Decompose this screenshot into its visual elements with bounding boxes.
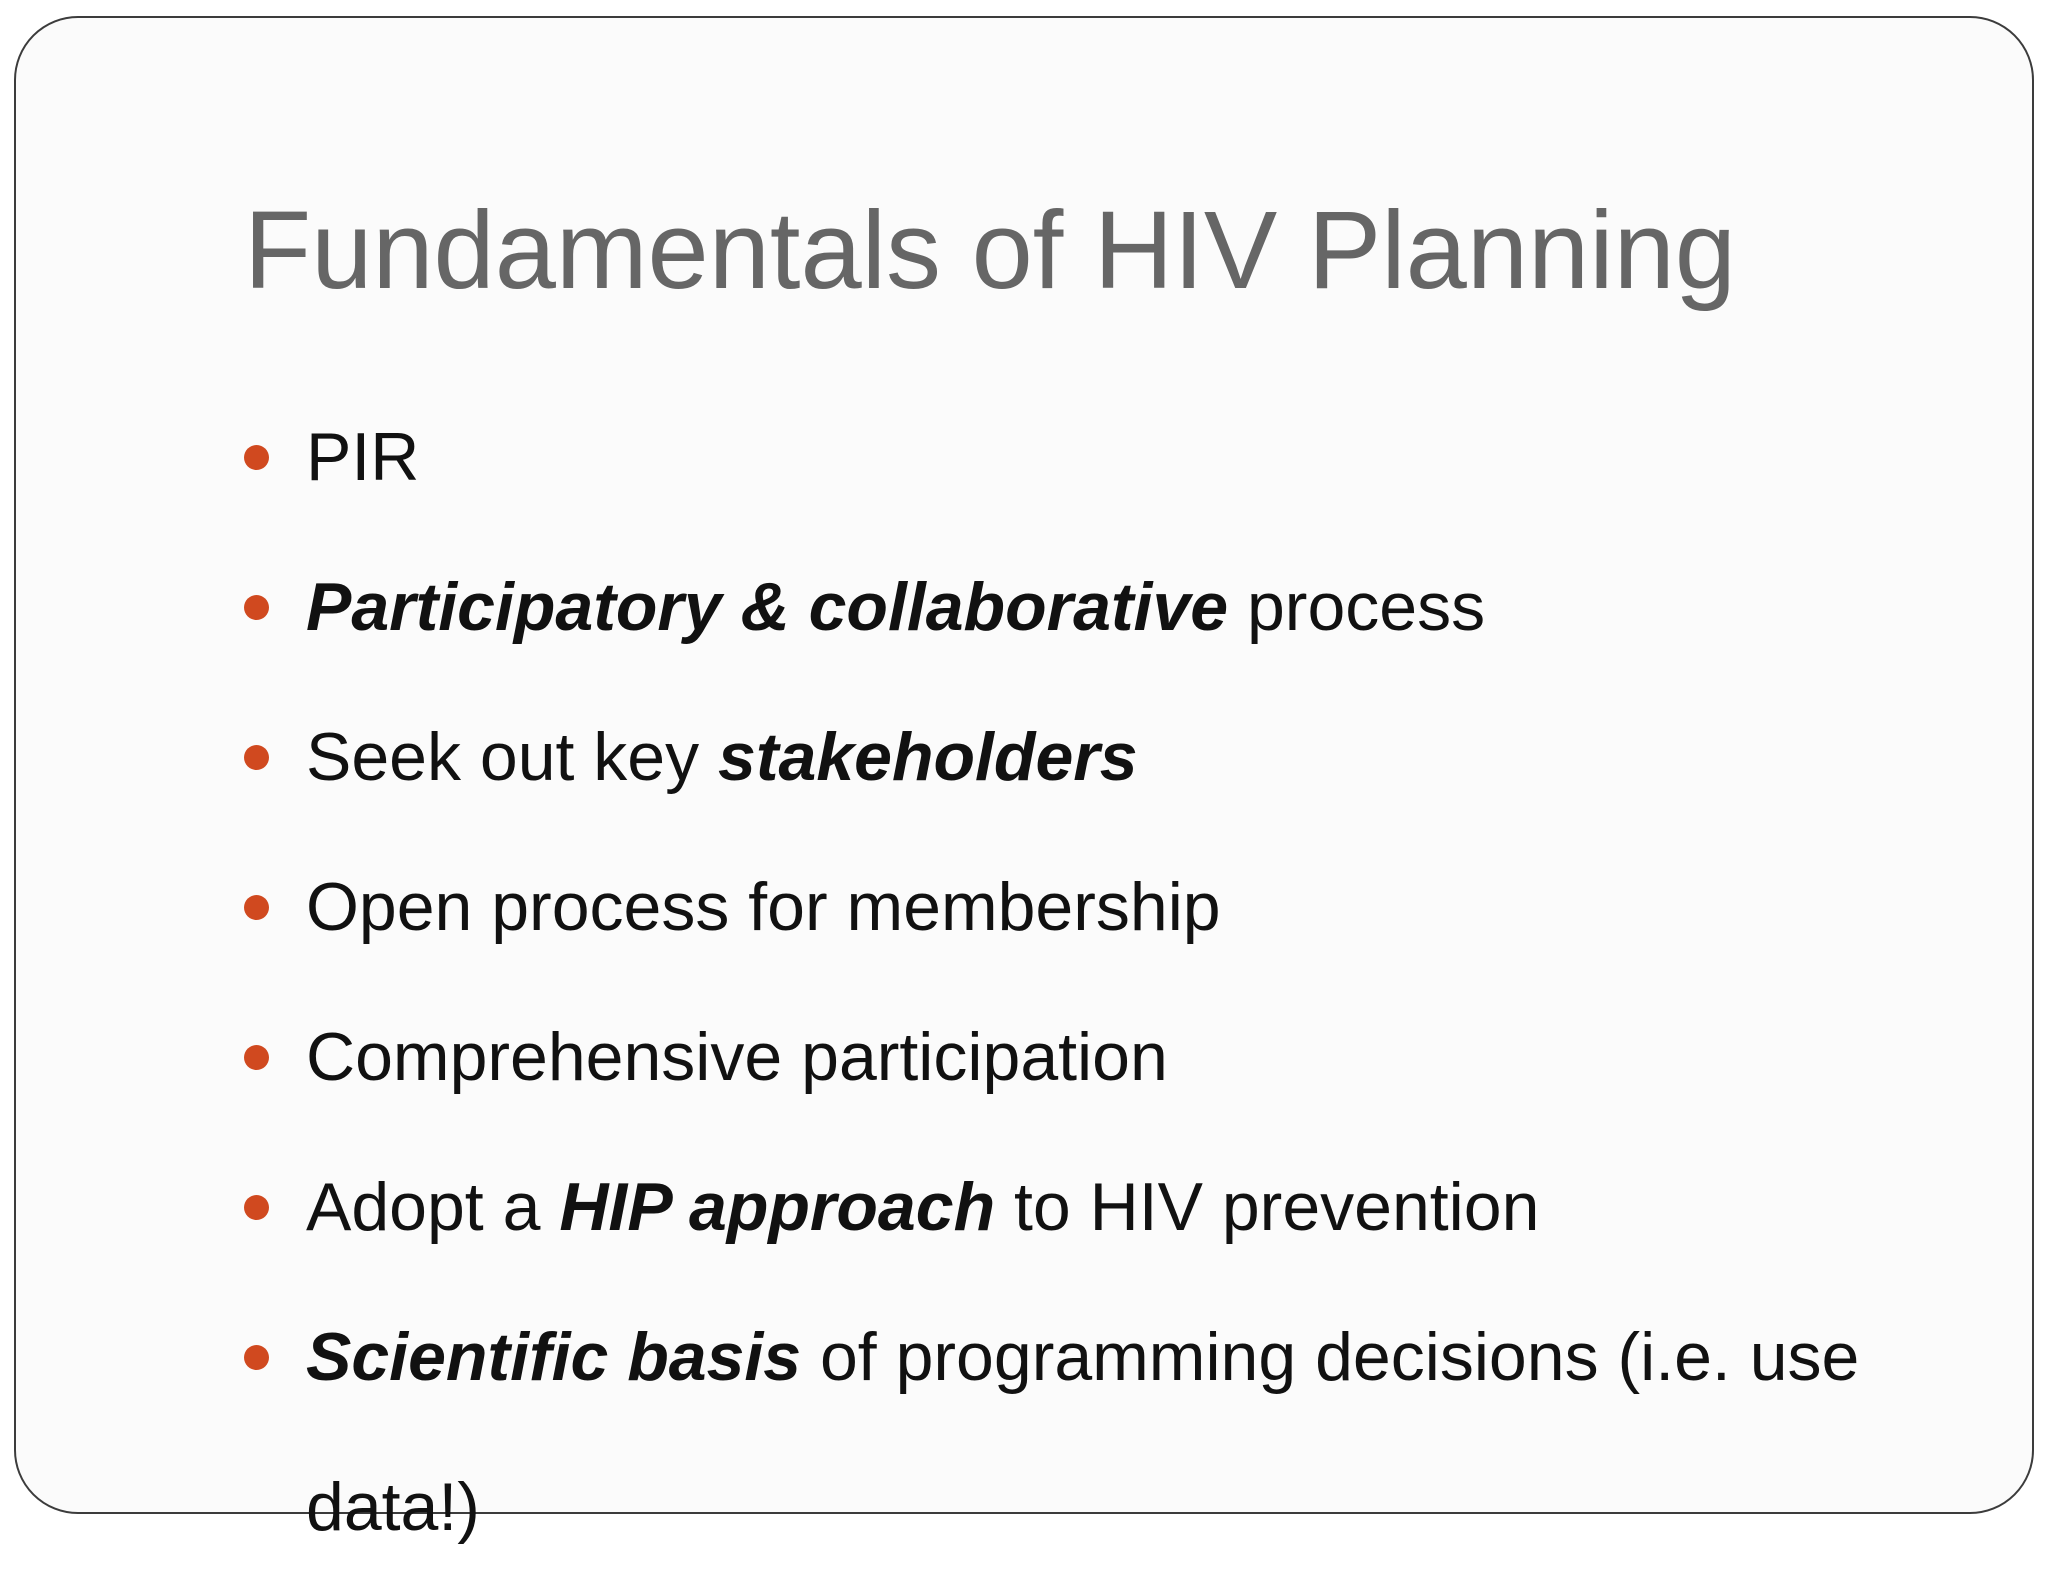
bullet-dot-icon [244,895,269,920]
slide-frame [14,16,2034,1545]
bullet-text: to HIV prevention [995,1169,1540,1245]
bullet-emphasis: Participatory & collaborative [306,569,1229,645]
bullet-text: Open process for membership [306,869,1221,945]
bullet-dot-icon [244,1345,269,1370]
bullet-emphasis: HIP approach [559,1169,996,1245]
bullet-dot-icon [244,595,269,620]
bullet-text: Adopt a [306,1169,560,1245]
bullet-list [244,382,1984,1582]
bullet-dot-icon [244,1045,269,1070]
bullet-text: Seek out key [306,719,719,795]
bullet-text: PIR [306,419,420,495]
bullet-text: Comprehensive participation [306,1019,1168,1095]
bullet-item [244,832,1984,982]
bullet-item [244,1132,1984,1282]
bullet-emphasis: stakeholders [718,719,1138,795]
bullet-item [244,382,1984,532]
bullet-dot-icon [244,1195,269,1220]
bullet-text: of programming decisions (i.e. use data!) [306,1319,1860,1545]
bullet-dot-icon [244,445,269,470]
bullet-item [244,1282,1984,1582]
bullet-text: process [1228,569,1486,645]
bullet-item [244,532,1984,682]
bullet-item [244,982,1984,1132]
bullet-emphasis: Scientific basis [306,1319,802,1395]
bullet-dot-icon [244,745,269,770]
bullet-item [244,682,1984,832]
slide-title: Fundamentals of HIV Planning [244,189,1736,312]
